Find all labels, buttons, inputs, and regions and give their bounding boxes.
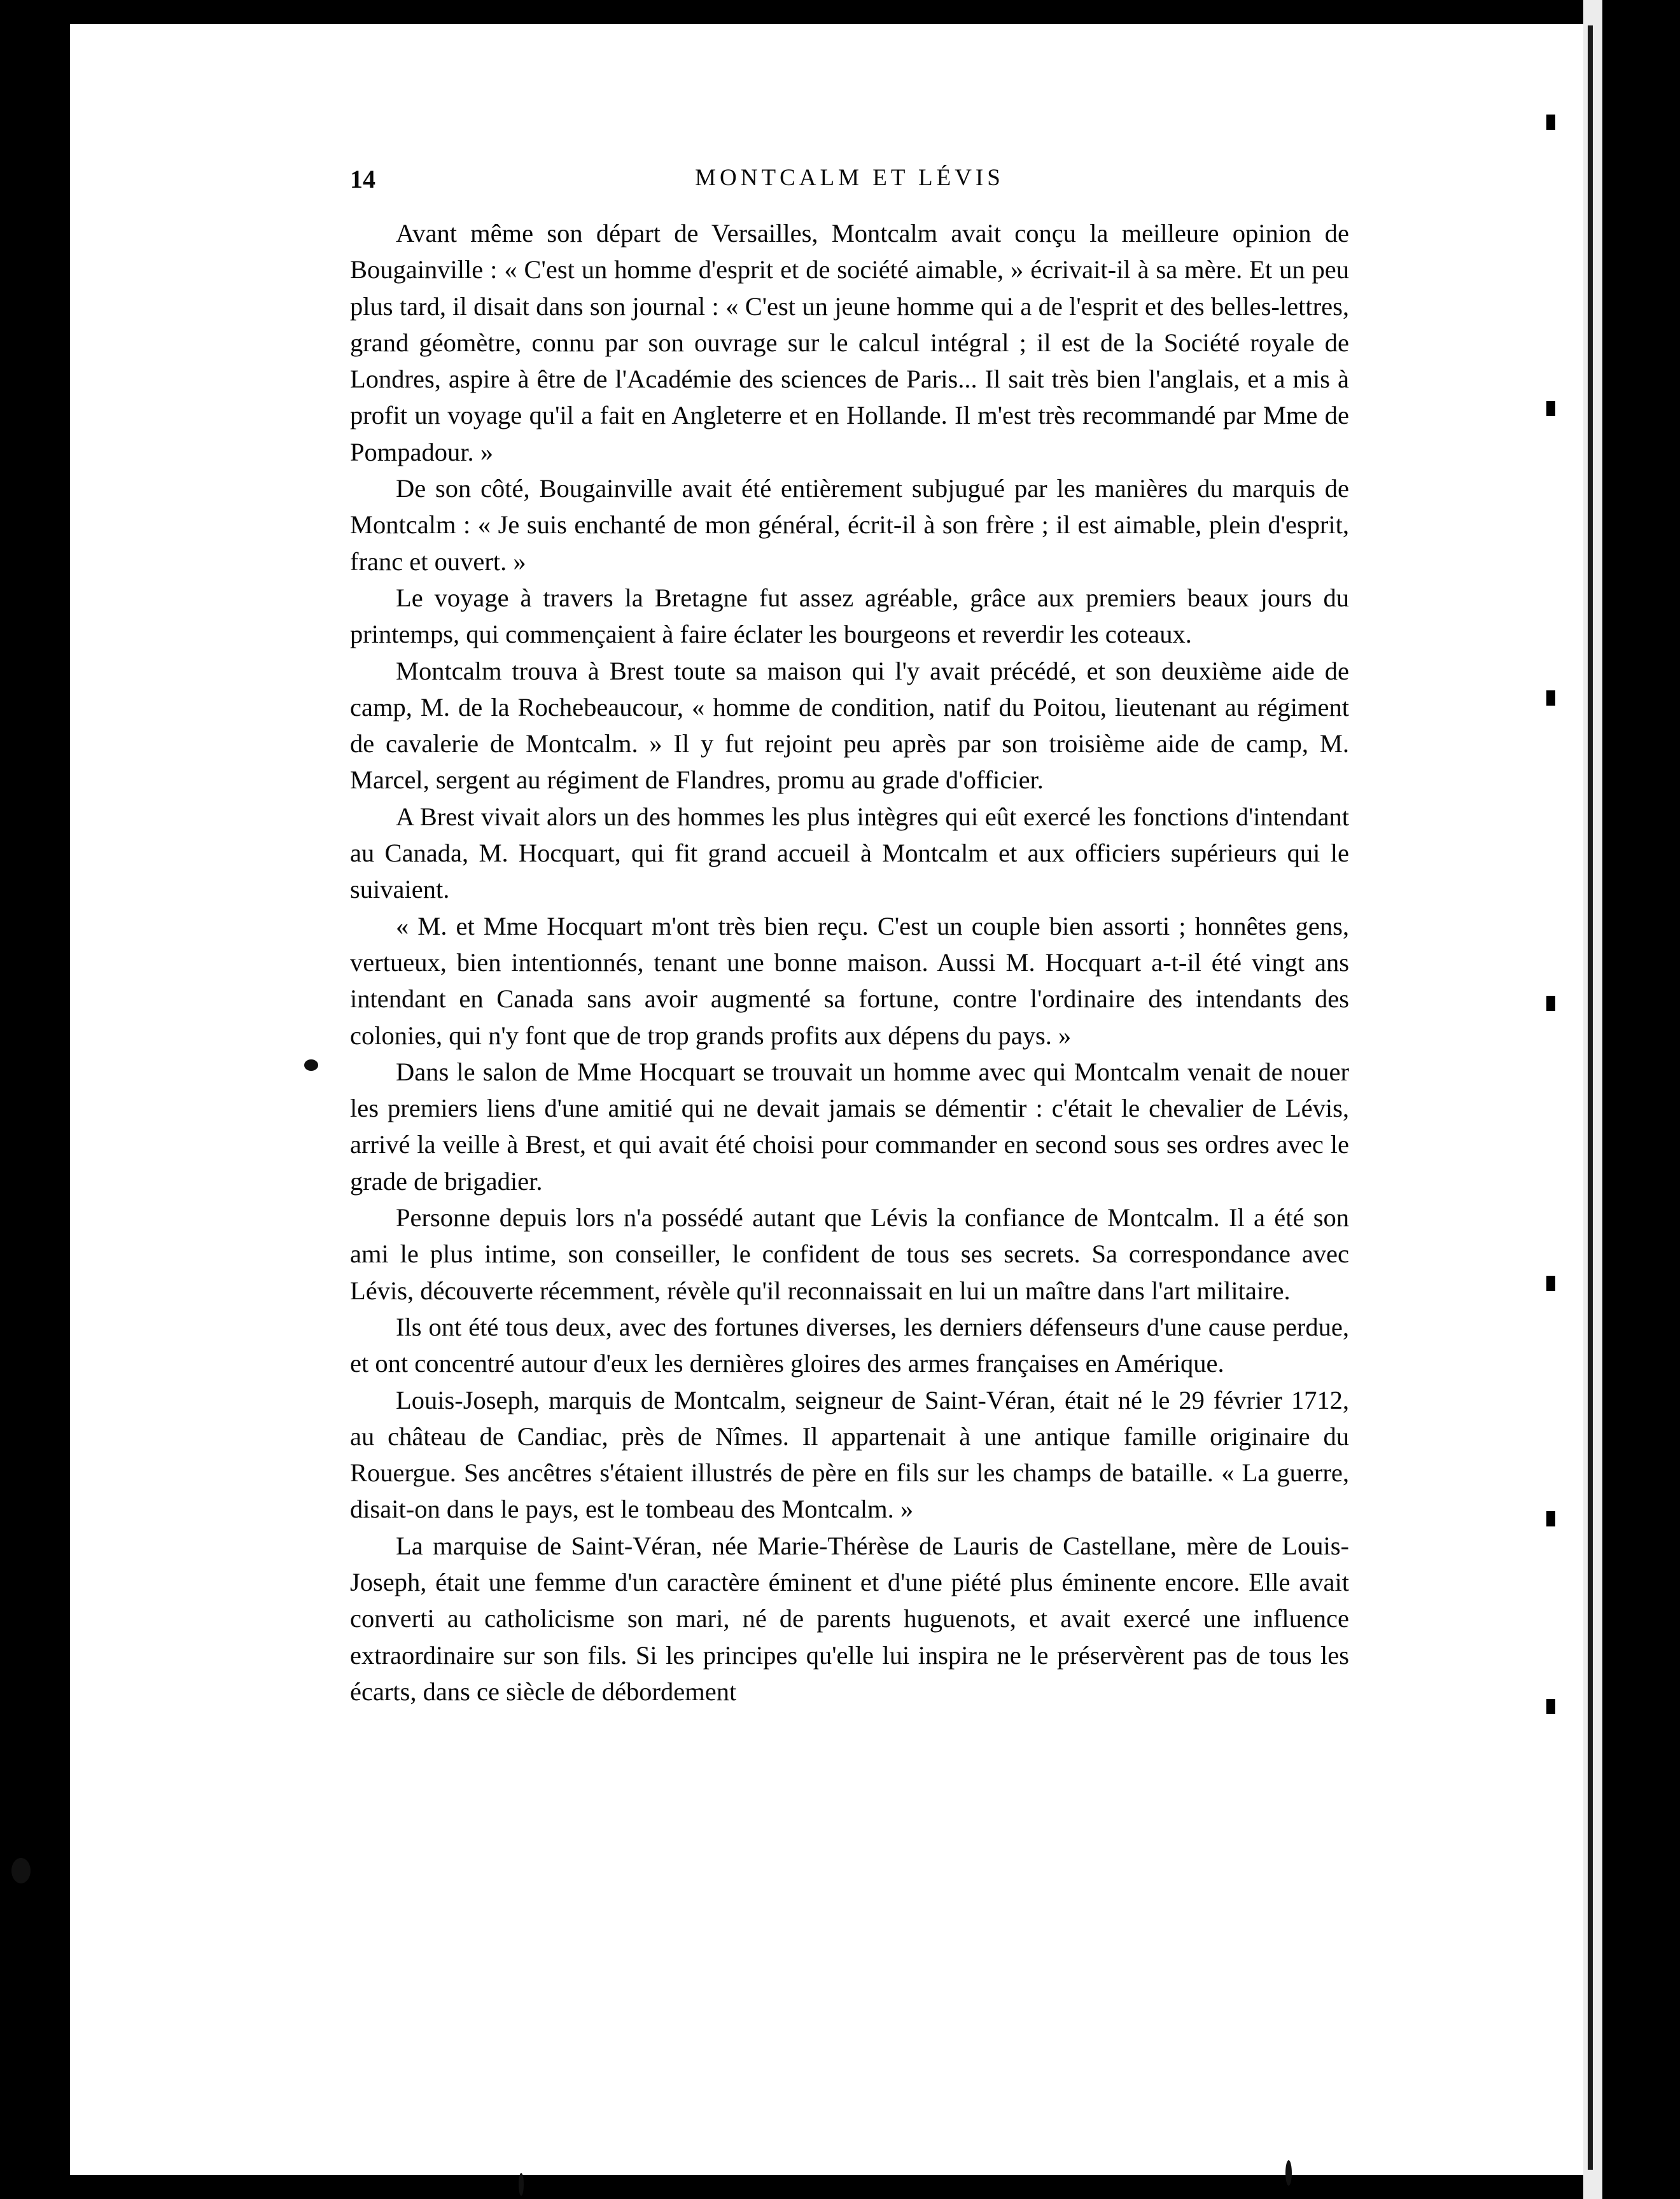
scan-speck — [1285, 2160, 1292, 2186]
paragraph: A Brest vivait alors un des hommes les plus intègres qui eût exercé les fonctions d'intendant au Canada, M. Hocquart, qui fit grand accueil à Montcalm et aux officiers supérieurs qui le suivaient. — [350, 802, 1349, 904]
binding-shadow — [1588, 25, 1593, 2170]
paragraph: Montcalm trouva à Brest toute sa maison qui l'y avait précédé, et son deuxième aide de camp, M. de la Rochebeaucour, « homme de condition, natif du Poitou, lieutenant au régiment de cavalerie de Montcalm. » Il y fut rejoint peu après par son troisième aide de camp, M. Marcel, sergent au régiment de Flandres, promu au grade d'officier. — [350, 656, 1349, 795]
paragraph: Louis-Joseph, marquis de Montcalm, seigneur de Saint-Véran, était né le 29 février 1712, au château de Candiac, près de Nîmes. Il appartenait à une antique famille originaire du Rouergue. Ses ancêtres s'étaient illustrés de père en fils sur les champs de bataille. « La guerre, disait-on dans le pays, est le tombeau des Montcalm. » — [350, 1385, 1349, 1524]
page-header — [350, 164, 1349, 202]
paragraph: Ils ont été tous deux, avec des fortunes diverses, les derniers défenseurs d'une cause perdue, et ont concentré autour d'eux les dernières gloires des armes françaises en Amérique. — [350, 1312, 1349, 1378]
scan-speck — [304, 1059, 318, 1071]
paragraph: Personne depuis lors n'a possédé autant que Lévis la confiance de Montcalm. Il a été son ami le plus intime, son conseiller, le confident de tous ses secrets. Sa correspondance avec Lévis, découverte récemment, révèle qu'il reconnaissait en lui un maître dans l'art militaire. — [350, 1203, 1349, 1305]
binding-mark — [1546, 1699, 1555, 1714]
binding-mark — [1546, 690, 1555, 706]
paragraph: « M. et Mme Hocquart m'ont très bien reçu. C'est un couple bien assorti ; honnêtes gens, vertueux, bien intentionnés, tenant une bonne maison. Aussi M. Hocquart a-t-il été vingt ans intendant en Canada sans avoir augmenté sa fortune, contre l'ordinaire des intendants des colonies, qui n'y font que de trop grands profits aux dépens du pays. » — [350, 911, 1349, 1050]
binding-mark — [1546, 1511, 1555, 1526]
running-title: MONTCALM ET LÉVIS — [695, 165, 1004, 191]
body-text — [350, 215, 1349, 1710]
paragraph: Dans le salon de Mme Hocquart se trouvait un homme avec qui Montcalm venait de nouer les premiers liens d'une amitié qui ne devait jamais se démentir : c'était le chevalier de Lévis, arrivé la veille à Brest, et qui avait été choisi pour commander en second sous ses ordres avec le grade de brigadier. — [350, 1057, 1349, 1196]
paragraph: La marquise de Saint-Véran, née Marie-Thérèse de Lauris de Castellane, mère de Louis-Joseph, était une femme d'un caractère éminent et d'une piété plus éminente encore. Elle avait converti au catholicisme son mari, né de parents huguenots, et avait exercé une influence extraordinaire sur son fils. Si les principes qu'elle lui inspira ne le préservèrent pas de tous les écarts, dans ce siècle de débordement — [350, 1531, 1349, 1706]
binding-mark — [1546, 401, 1555, 416]
binding-mark — [1546, 115, 1555, 130]
scan-speck — [519, 2173, 524, 2196]
paragraph: De son côté, Bougainville avait été entièrement subjugué par les manières du marquis de Montcalm : « Je suis enchanté de mon général, écrit-il à son frère ; il est aimable, plein d'esprit, franc et ouvert. » — [350, 474, 1349, 576]
scan-speck — [11, 1858, 31, 1883]
paragraph: Avant même son départ de Versailles, Montcalm avait conçu la meilleure opinion de Bougainville : « C'est un homme d'esprit et de société aimable, » écrivait-il à sa mère. Et un peu plus tard, il disait dans son journal : « C'est un jeune homme qui a de l'esprit et des belles-lettres, grand géomètre, connu par son ouvrage sur le calcul intégral ; il est de la Société royale de Londres, aspire à être de l'Académie des sciences de Paris... Il sait très bien l'anglais, et a mis à profit un voyage qu'il a fait en Angleterre et en Hollande. Il m'est très recommandé par Mme de Pompadour. » — [350, 219, 1349, 466]
binding-mark — [1546, 1276, 1555, 1291]
page-edge-strip — [1583, 0, 1602, 2199]
paragraph: Le voyage à travers la Bretagne fut assez agréable, grâce aux premiers beaux jours du printemps, qui commençaient à faire éclater les bourgeons et reverdir les coteaux. — [350, 583, 1349, 649]
binding-mark — [1546, 996, 1555, 1011]
page-number: 14 — [350, 165, 375, 193]
